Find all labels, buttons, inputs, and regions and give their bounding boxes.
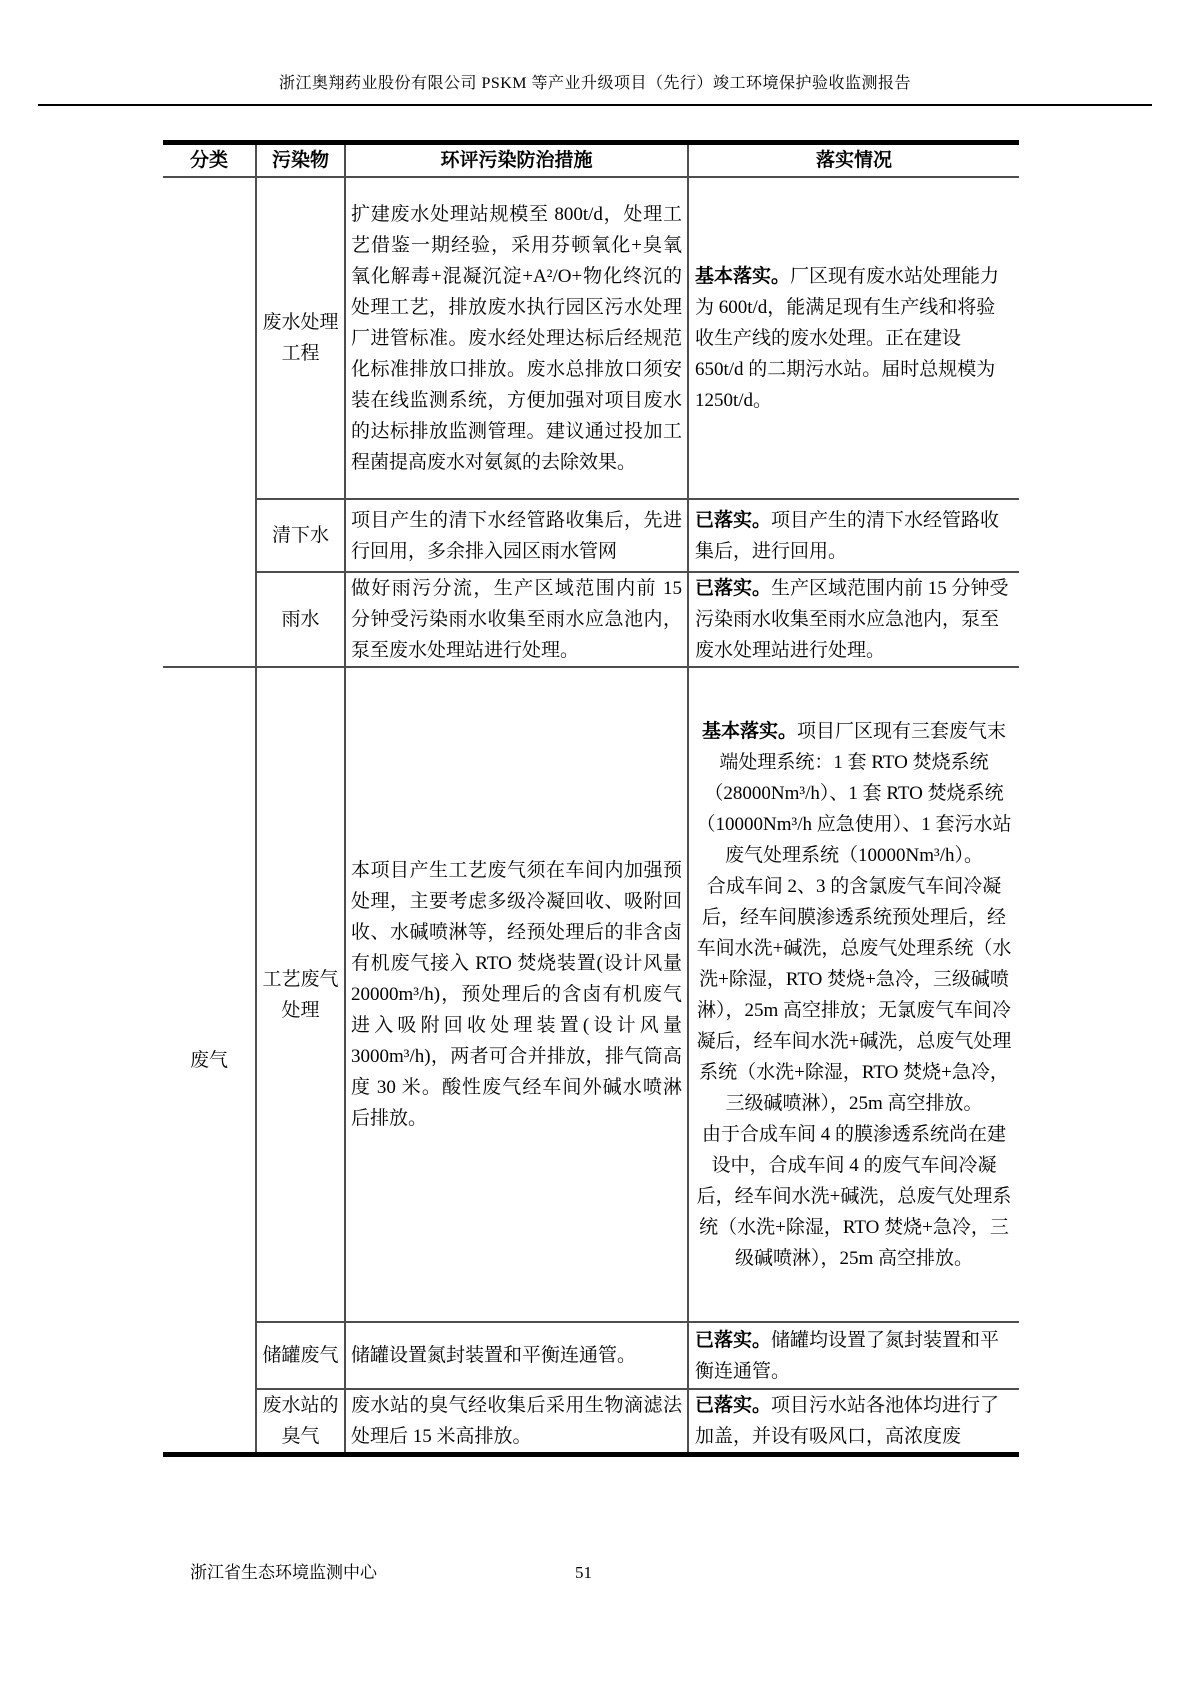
measures-table — [163, 140, 1019, 1457]
status-text: 项目污水站各池体均进行了加盖，并设有吸风口，高浓度废 — [695, 1395, 1000, 1447]
footer-organization: 浙江省生态环境监测中心 — [190, 1563, 377, 1582]
status-cell-odor — [688, 1389, 1019, 1455]
status-label: 已落实。 — [695, 1329, 772, 1351]
status-text: 厂区现有废水站处理能力为 600t/d，能满足现有生产线和将验收生产线的废水处理。正在建设 650t/d 的二期污水站。届时总规模为 1250t/d。 — [695, 265, 1000, 411]
table-header-row — [163, 143, 1019, 178]
measure-cell-tank-gas: 储罐设置氮封装置和平衡连通管。 — [345, 1322, 688, 1389]
table-row-process-gas — [163, 667, 1019, 1322]
measure-cell-rainwater: 做好雨污分流，生产区域范围内前 15 分钟受污染雨水收集至雨水应急池内，泵至废水处理站进行处理。 — [345, 572, 688, 667]
column-header-category: 分类 — [163, 143, 256, 178]
column-header-measure: 环评污染防治措施 — [345, 143, 688, 178]
status-paragraph-1 — [695, 716, 1013, 871]
table-row-tank-gas — [163, 1322, 1019, 1389]
status-text: 生产区域范围内前 15 分钟受污染雨水收集至雨水应急池内，泵至废水处理站进行处理。 — [695, 578, 1009, 661]
status-label: 基本落实。 — [695, 265, 791, 287]
table-row-wastewater-plant — [163, 177, 1019, 499]
page-number: 51 — [575, 1563, 592, 1582]
page-header — [38, 74, 1152, 106]
measure-cell-odor: 废水站的臭气经收集后采用生物滴滤法处理后 15 米高排放。 — [345, 1389, 688, 1455]
table-row-clear-water — [163, 499, 1019, 572]
status-cell-wastewater-plant — [688, 177, 1019, 499]
status-cell-rainwater — [688, 572, 1019, 667]
pollutant-cell-wastewater-plant: 废水处理工程 — [256, 177, 345, 499]
status-cell-process-gas — [688, 667, 1019, 1322]
measure-cell-clear-water: 项目产生的清下水经管路收集后，先进行回用，多余排入园区雨水管网 — [345, 499, 688, 572]
column-header-status: 落实情况 — [688, 143, 1019, 178]
status-cell-clear-water — [688, 499, 1019, 572]
document-title: 浙江奥翔药业股份有限公司 PSKM 等产业升级项目（先行）竣工环境保护验收监测报告 — [278, 75, 912, 92]
status-label: 已落实。 — [695, 509, 772, 531]
status-label: 已落实。 — [695, 578, 772, 599]
status-text: 项目产生的清下水经管路收集后，进行回用。 — [695, 509, 1000, 562]
status-label: 基本落实。 — [701, 720, 797, 742]
measure-cell-process-gas: 本项目产生工艺废气须在车间内加强预处理，主要考虑多级冷凝回收、吸附回收、水碱喷淋等，经预处理后的非含卤有机废气接入 RTO 焚烧装置(设计风量 20000m³/h)，预处理后的含卤有机废气进入吸附回收处理装置(设计风量 3000m³/h)，两者可合并排放，排气筒高度 30 米。酸性废气经车间外碱水喷淋后排放。 — [345, 667, 688, 1322]
pollutant-cell-process-gas: 工艺废气处理 — [256, 667, 345, 1322]
category-cell-waste-gas: 废气 — [163, 667, 256, 1455]
status-cell-tank-gas — [688, 1322, 1019, 1389]
column-header-pollutant: 污染物 — [256, 143, 345, 178]
pollutant-cell-rainwater: 雨水 — [256, 572, 345, 667]
table-row-odor — [163, 1389, 1019, 1455]
status-paragraph-3: 由于合成车间 4 的膜渗透系统尚在建设中，合成车间 4 的废气车间冷凝后，经车间水洗+碱洗，总废气处理系统（水洗+除湿，RTO 焚烧+急冷，三级碱喷淋），25m 高空排放。 — [696, 1123, 1012, 1269]
pollutant-cell-clear-water: 清下水 — [256, 499, 345, 572]
status-label: 已落实。 — [695, 1395, 772, 1416]
table-row-rainwater — [163, 572, 1019, 667]
page-footer — [190, 1562, 1020, 1584]
pollutant-cell-tank-gas: 储罐废气 — [256, 1322, 345, 1389]
status-text: 项目厂区现有三套废气末端处理系统：1 套 RTO 焚烧系统（28000Nm³/h）、1 套 RTO 焚烧系统（10000Nm³/h 应急使用）、1 套污水站废气处理系统（10000Nm³/h）。 — [696, 720, 1012, 866]
pollutant-cell-odor: 废水站的臭气 — [256, 1389, 345, 1455]
category-cell-wastewater — [163, 177, 256, 667]
status-paragraph-2: 合成车间 2、3 的含氯废气车间冷凝后，经车间膜渗透系统预处理后，经车间水洗+碱洗，总废气处理系统（水洗+除湿，RTO 焚烧+急冷，三级碱喷淋），25m 高空排放；无氯废气车间冷凝后，经车间水洗+碱洗，总废气处理系统（水洗+除湿，RTO 焚烧+急冷，三级碱喷淋），25m 高空排放。 — [696, 875, 1012, 1114]
status-text: 储罐均设置了氮封装置和平衡连通管。 — [695, 1329, 1000, 1382]
measure-cell-wastewater-plant: 扩建废水处理站规模至 800t/d，处理工艺借鉴一期经验，采用芬顿氧化+臭氧氧化解毒+混凝沉淀+A²/O+物化终沉的处理工艺，排放废水执行园区污水处理厂进管标准。废水经处理达标后经规范化标准排放口排放。废水总排放口须安装在线监测系统，方便加强对项目废水的达标排放监测管理。建议通过投加工程菌提高废水对氨氮的去除效果。 — [345, 177, 688, 499]
